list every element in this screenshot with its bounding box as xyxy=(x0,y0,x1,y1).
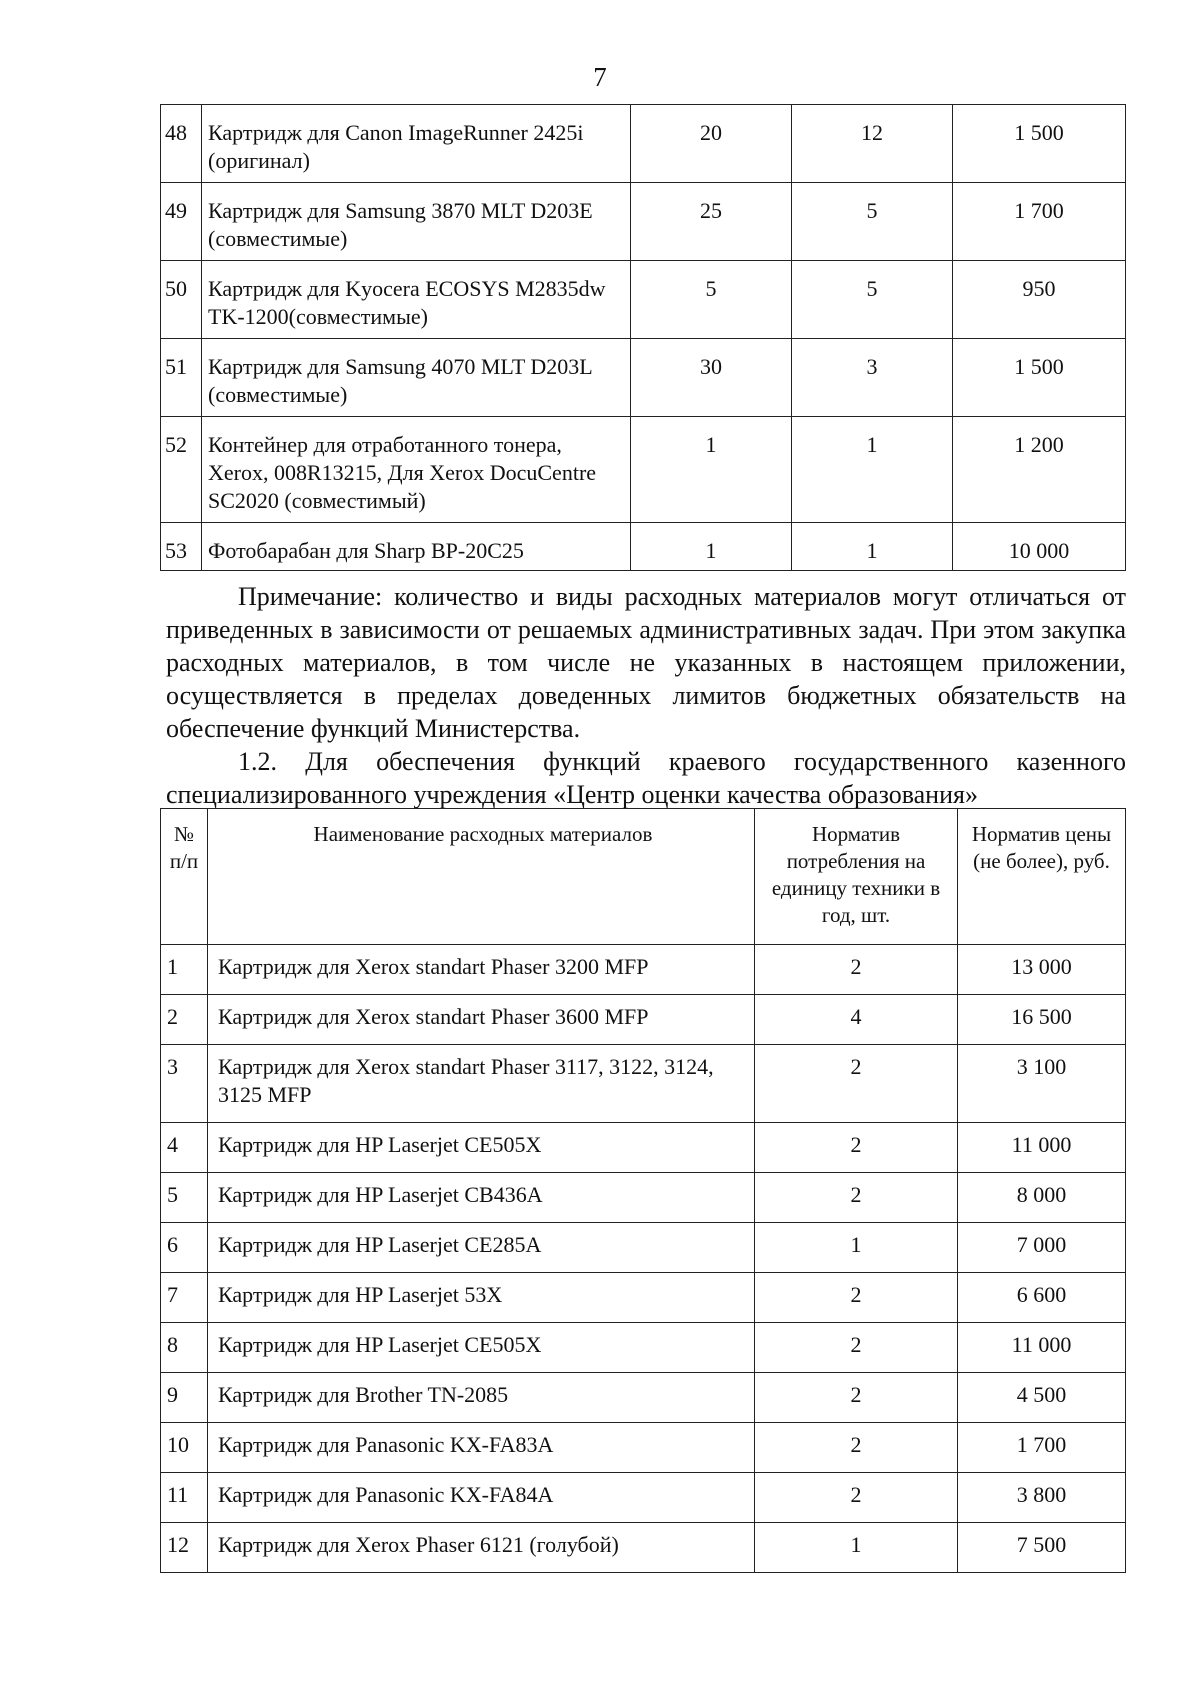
item-name: Картридж для HP Laserjet CB436A xyxy=(208,1173,755,1223)
row-number: 49 xyxy=(161,183,202,261)
quantity: 2 xyxy=(755,1473,958,1523)
item-name: Картридж для Brother TN-2085 xyxy=(208,1373,755,1423)
table-row xyxy=(161,417,1126,523)
price: 13 000 xyxy=(958,945,1126,995)
table-row xyxy=(161,1223,1126,1273)
price: 11 000 xyxy=(958,1323,1126,1373)
item-name: Картридж для Samsung 3870 MLT D203E (совместимые) xyxy=(202,183,631,261)
table-row xyxy=(161,1373,1126,1423)
price: 11 000 xyxy=(958,1123,1126,1173)
table-row xyxy=(161,1423,1126,1473)
item-name: Картридж для Panasonic KX-FA83A xyxy=(208,1423,755,1473)
section-heading: 1.2. Для обеспечения функций краевого государственного казенного специализированного учреждения «Центр оценки качества образования» xyxy=(166,747,1126,809)
row-number: 9 xyxy=(161,1373,208,1423)
row-number: 1 xyxy=(161,945,208,995)
quantity-1: 1 xyxy=(631,417,792,523)
row-number: 2 xyxy=(161,995,208,1045)
table-row xyxy=(161,1045,1126,1123)
table-row xyxy=(161,105,1126,183)
price: 950 xyxy=(953,261,1126,339)
header-norm-price: Норматив цены (не более), руб. xyxy=(958,809,1126,945)
table-row xyxy=(161,261,1126,339)
table-row xyxy=(161,1173,1126,1223)
consumables-table-continued xyxy=(160,104,1126,571)
item-name: Картридж для Xerox Phaser 6121 (голубой) xyxy=(208,1523,755,1573)
quantity: 2 xyxy=(755,1373,958,1423)
quantity: 1 xyxy=(755,1223,958,1273)
table-row xyxy=(161,1323,1126,1373)
quantity-1: 25 xyxy=(631,183,792,261)
table-row xyxy=(161,1123,1126,1173)
row-number: 11 xyxy=(161,1473,208,1523)
item-name: Картридж для HP Laserjet 53X xyxy=(208,1273,755,1323)
price: 3 800 xyxy=(958,1473,1126,1523)
quantity: 2 xyxy=(755,1173,958,1223)
item-name: Картридж для Panasonic KX-FA84A xyxy=(208,1473,755,1523)
note-paragraph: Примечание: количество и виды расходных материалов могут отличаться от приведенных в зависимости от решаемых административных задач. При этом закупка расходных материалов, в том числе не указанных в настоящем приложении, осуществляется в пределах доведенных лимитов бюджетных обязательств на обеспечение функций Министерства. xyxy=(166,582,1126,743)
table-row xyxy=(161,1473,1126,1523)
price: 4 500 xyxy=(958,1373,1126,1423)
table-row xyxy=(161,183,1126,261)
item-name: Картридж для HP Laserjet CE285A xyxy=(208,1223,755,1273)
price: 10 000 xyxy=(953,523,1126,571)
quantity-2: 1 xyxy=(792,417,953,523)
price: 1 700 xyxy=(958,1423,1126,1473)
quantity-2: 5 xyxy=(792,183,953,261)
row-number: 10 xyxy=(161,1423,208,1473)
table-row xyxy=(161,1273,1126,1323)
row-number: 48 xyxy=(161,105,202,183)
table-row xyxy=(161,523,1126,571)
quantity: 2 xyxy=(755,1423,958,1473)
price: 1 500 xyxy=(953,339,1126,417)
quantity: 1 xyxy=(755,1523,958,1573)
quantity-2: 3 xyxy=(792,339,953,417)
row-number: 8 xyxy=(161,1323,208,1373)
item-name: Контейнер для отработанного тонера, Xerox, 008R13215, Для Xerox DocuCentre SC2020 (совместимый) xyxy=(202,417,631,523)
quantity: 2 xyxy=(755,1045,958,1123)
quantity-1: 1 xyxy=(631,523,792,571)
quantity: 4 xyxy=(755,995,958,1045)
row-number: 7 xyxy=(161,1273,208,1323)
quantity-2: 1 xyxy=(792,523,953,571)
row-number: 12 xyxy=(161,1523,208,1573)
price: 7 500 xyxy=(958,1523,1126,1573)
price: 8 000 xyxy=(958,1173,1126,1223)
row-number: 51 xyxy=(161,339,202,417)
note-section xyxy=(166,580,1126,811)
quantity: 2 xyxy=(755,945,958,995)
table-row xyxy=(161,339,1126,417)
page-number: 7 xyxy=(593,62,607,92)
quantity: 2 xyxy=(755,1123,958,1173)
row-number: 52 xyxy=(161,417,202,523)
item-name: Фотобарабан для Sharp BP-20C25 xyxy=(202,523,631,571)
row-number: 50 xyxy=(161,261,202,339)
price: 3 100 xyxy=(958,1045,1126,1123)
quantity-1: 20 xyxy=(631,105,792,183)
consumables-table xyxy=(160,808,1126,1573)
table-row xyxy=(161,945,1126,995)
item-name: Картридж для Xerox standart Phaser 3600 MFP xyxy=(208,995,755,1045)
item-name: Картридж для HP Laserjet CE505X xyxy=(208,1323,755,1373)
item-name: Картридж для Xerox standart Phaser 3117, 3122, 3124, 3125 MFP xyxy=(208,1045,755,1123)
table-row xyxy=(161,1523,1126,1573)
quantity-1: 30 xyxy=(631,339,792,417)
row-number: 3 xyxy=(161,1045,208,1123)
header-number: № п/п xyxy=(161,809,208,945)
header-norm-consumption: Норматив потребления на единицу техники в год, шт. xyxy=(755,809,958,945)
row-number: 53 xyxy=(161,523,202,571)
header-name: Наименование расходных материалов xyxy=(208,809,755,945)
item-name: Картридж для HP Laserjet CE505X xyxy=(208,1123,755,1173)
price: 1 200 xyxy=(953,417,1126,523)
quantity-1: 5 xyxy=(631,261,792,339)
price: 1 700 xyxy=(953,183,1126,261)
price: 7 000 xyxy=(958,1223,1126,1273)
table-row xyxy=(161,995,1126,1045)
price: 6 600 xyxy=(958,1273,1126,1323)
row-number: 5 xyxy=(161,1173,208,1223)
table-header-row xyxy=(161,809,1126,945)
quantity: 2 xyxy=(755,1273,958,1323)
row-number: 6 xyxy=(161,1223,208,1273)
quantity-2: 5 xyxy=(792,261,953,339)
row-number: 4 xyxy=(161,1123,208,1173)
item-name: Картридж для Canon ImageRunner 2425i (оригинал) xyxy=(202,105,631,183)
price: 16 500 xyxy=(958,995,1126,1045)
quantity: 2 xyxy=(755,1323,958,1373)
quantity-2: 12 xyxy=(792,105,953,183)
price: 1 500 xyxy=(953,105,1126,183)
item-name: Картридж для Kyocera ECOSYS M2835dw TK-1200(совместимые) xyxy=(202,261,631,339)
item-name: Картридж для Samsung 4070 MLT D203L (совместимые) xyxy=(202,339,631,417)
item-name: Картридж для Xerox standart Phaser 3200 MFP xyxy=(208,945,755,995)
